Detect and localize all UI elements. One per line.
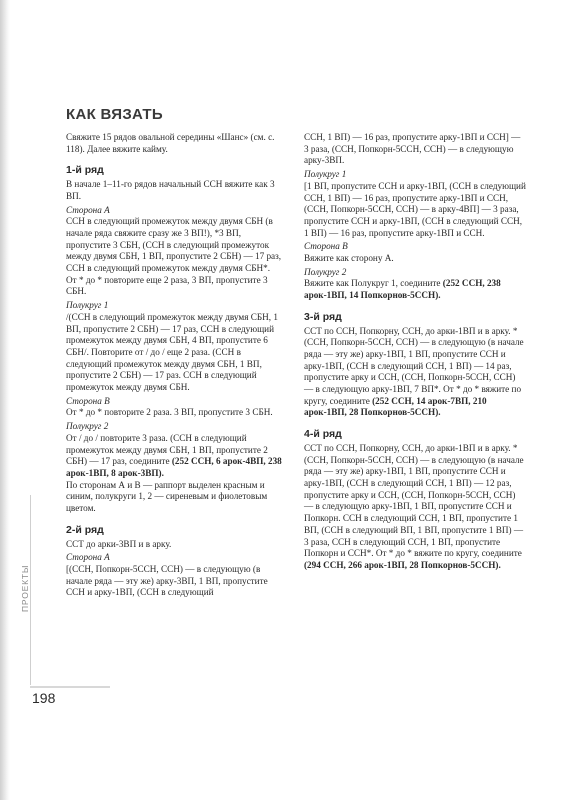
row2-half1-text: [1 ВП, пропустите ССН и арку-1ВП, (ССН в следующий ССН, 1 ВП) — 16 раз, пропустите арку-1ВП и ССН, (ССН, Попкорн-5ССН, ССН) — в арку-4ВП] — 3 раза, пропустите ССН и арку-1ВП, (ССН в следующий ССН, 1 ВП) — 16 раз, пропустите арку-1ВП и ССН. [304,180,526,238]
side-a-label: Сторона А [66,204,110,215]
side-a-text: ССН в следующий промежуток между двумя СБН (в начале ряда свяжите сразу же 3 ВП!), *3 ВП, пропустите 3 СБН, (ССН в следующий промежуток между двумя СБН, 1 ВП, пропустите 2 СБН) — 17 раз, ССН в следующий промежуток между двумя СБН*. [66,216,282,274]
page-number: 198 [32,690,56,706]
side-b-label: Сторона В [66,395,110,406]
row2-half2-paragraph [304,278,526,301]
section-side-label: ПРОЕКТЫ [20,564,30,612]
row1-title: 1-й ряд [66,164,104,177]
page-heading: КАК ВЯЗАТЬ [66,106,163,123]
row2-side-a-text: [(ССН, Попкорн-5ССН, ССН) — в следующую (в начале ряда — эту же) арку-3ВП, 1 ВП, пропустите ССН и арку-1ВП, (ССН в следующий [66,563,268,598]
half2-label: Полукруг 2 [66,421,109,432]
row1-intro: В начале 1–11-го рядов начальный ССН вяжите как 3 ВП. [66,179,275,201]
row3-paragraph [304,326,526,420]
half2-paragraph [66,433,284,480]
row2-intro: ССТ до арки-3ВП и в арку. [66,538,172,549]
row2-side-b-text: Вяжите как сторону А. [304,253,394,264]
half1-text: /(ССН в следующий промежуток между двумя СБН, 1 ВП, пропустите 2 СБН) — 17 раз, ССН в следующий промежуток между двумя СБН, 4 ВП, пропустите 6 СБН/. Повторите от / до / еще 2 раза. (ССН в следующий промежуток между двумя СБН, 1 ВП, пропустите 2 СБН) — 17 раз. ССН в следующий промежуток между двумя СБН. [66,311,278,393]
row2-side-b-label: Сторона В [304,241,348,252]
row2-half2-label: Полукруг 2 [304,266,347,277]
row4-totals: (294 ССН, 266 арок-1ВП, 28 Попкорнов-5ССН). [304,559,501,570]
page-edge-shadow [0,0,10,800]
row2-side-a-label: Сторона А [66,552,110,563]
row3-title: 3-й ряд [304,310,342,323]
row4-paragraph [304,443,526,572]
side-divider [30,495,31,685]
half2-text: От / до / повторите 3 раза. (ССН в следующий промежуток между двумя СБН, 1 ВП, пропустите 2 СБН) — 17 раз, соедините [66,432,268,467]
half1-label: Полукруг 1 [66,300,109,311]
footer-divider [30,686,110,688]
row2-half1-label: Полукруг 1 [304,169,347,180]
row2-title: 2-й ряд [66,523,104,536]
row3-totals: (252 ССН, 14 арок-7ВП, 210 арок-1ВП, 28 Попкорнов-5ССН). [304,395,487,418]
row2-half2-text: Вяжите как Полукруг 1, соедините [304,278,441,289]
side-a-repeat: От * до * повторите еще 2 раза, 3 ВП, пропустите 3 СБН. [66,274,268,297]
row2-half2-totals: (252 ССН, 238 арок-1ВП, 14 Попкорнов-5ССН). [304,278,501,301]
side-b-text: От * до * повторите 2 раза. 3 ВП, пропустите 3 СБН. [66,407,273,418]
right-column [304,132,526,576]
half2-totals: (252 ССН, 6 арок-4ВП, 238 арок-1ВП, 8 арок-3ВП). [66,456,282,478]
row4-title: 4-й ряд [304,428,342,441]
intro-text: Свяжите 15 рядов овальной середины «Шанс» (см. с. 118). Далее вяжите кайму. [66,132,275,154]
color-note: По сторонам А и В — раппорт выделен красным и синим, полукруги 1, 2 — сиреневым и фиолетовым цветом. [66,479,268,514]
row2-continued: ССН, 1 ВП) — 16 раз, пропустите арку-1ВП и ССН] — 3 раза, (ССН, Попкорн-5ССН, ССН) — в следующую арку-3ВП. [304,132,521,166]
left-column [66,132,284,599]
row4-text: ССТ по ССН, Попкорну, ССН, до арки-1ВП и в арку. *(ССН, Попкорн-5ССН, ССН) — в следующую (в начале ряда — эту же) арку-1ВП, 1 ВП, пропустите ССН и арку-1ВП, (ССН в следующий ССН, 1 ВП) — 12 раз, пропустите арку и ССН, (ССН, Попкорн-5ССН, ССН) — в следующую арку-1ВП, 1 ВП, пропустите ССН и Попкорн. ССН в следующий ССН, 1 ВП, пропустите 1 ВП, (ССН в следующий ВП, 1 ВП, пропустите 1 ВП) — 3 раза, ССН в следующий ССН, 1 ВП, пропустите Попкорн и ССН*. От * до * вяжите по кругу, соедините [304,442,524,559]
row3-text: ССТ по ССН, Попкорну, ССН, до арки-1ВП и в арку. *(ССН, Попкорн-5ССН, ССН) — в следующую (в начале ряда — эту же) арку-1ВП, 1 ВП, пропустите ССН и арку-1ВП, (ССН в следующий ССН, 1 ВП) — 14 раз, пропустите арку и ССН, (ССН, Попкорн-5ССН, ССН) — в следующую арку-1ВП, 7 ВП*. От * до * вяжите по кругу, соедините [304,325,524,406]
